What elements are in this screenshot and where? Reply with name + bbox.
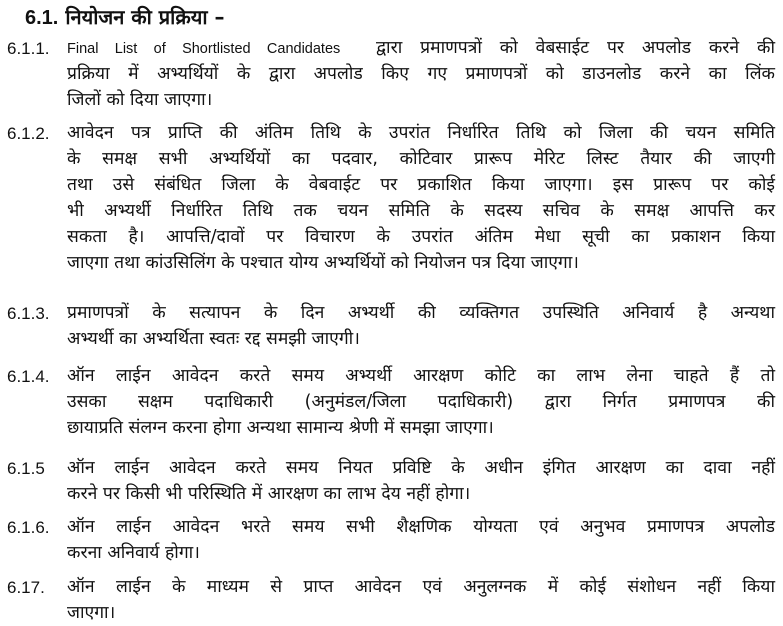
clause-line: जाएगा। <box>67 603 116 623</box>
clause-line: भी अभ्यर्थी निर्धारित तिथि तक चयन समिति के सदस्य सचिव के समक्ष आपत्ति कर <box>67 201 775 221</box>
clause-body <box>67 514 775 566</box>
clause-line: अभ्यर्थी का अभ्यर्थिता स्वतः रद्द समझी जाएगी। <box>67 329 360 349</box>
heading-title: नियोजन की प्रक्रिया – <box>65 5 225 29</box>
clause-body <box>67 35 775 113</box>
clause-line: के समक्ष सभी अभ्यर्थियों का पदवार, कोटिवार प्रारूप मेरिट लिस्ट तैयार की जाएगी <box>67 149 775 169</box>
clause-line: जाएगा तथा कांउसिलिंग के पश्चात योग्य अभ्यर्थियों को नियोजन पत्र दिया जाएगा। <box>67 253 579 273</box>
clause-line: ऑन लाईन आवेदन करते समय अभ्यर्थी आरक्षण कोटि का लाभ लेना चाहते हैं तो <box>67 366 775 386</box>
heading-number: 6.1. <box>25 7 59 29</box>
clause-line: प्रमाणपत्रों के सत्यापन के दिन अभ्यर्थी की व्यक्तिगत उपस्थिति अनिवार्य है अन्यथा <box>67 303 775 323</box>
clause-line: ऑन लाईन आवेदन भरते समय सभी शैक्षणिक योग्यता एवं अनुभव प्रमाणपत्र अपलोड <box>67 517 775 537</box>
clause-line: सकता है। आपत्ति/दावों पर विचारण के उपरांत अंतिम मेधा सूची का प्रकाशन किया <box>67 227 775 247</box>
clause-line <box>67 35 775 61</box>
clause-body <box>67 120 775 276</box>
clause-body <box>67 363 775 441</box>
clause-number: 6.17. <box>7 578 45 597</box>
clause-number: 6.1.4. <box>7 367 50 386</box>
clause-body <box>67 300 775 352</box>
clause-line: ऑन लाईन आवेदन करते समय नियत प्रविष्टि के अधीन इंगित आरक्षण का दावा नहीं <box>67 458 775 478</box>
clause-number: 6.1.2. <box>7 124 50 143</box>
clause-line: छायाप्रति संलग्न करना होगा अन्यथा सामान्य श्रेणी में समझा जाएगा। <box>67 418 494 438</box>
clause-body <box>67 455 775 507</box>
clause-line-text: द्वारा प्रमाणपत्रों को वेबसाईट पर अपलोड करने की <box>376 38 775 58</box>
clause-line: करने पर किसी भी परिस्थिति में आरक्षण का लाभ देय नहीं होगा। <box>67 484 471 504</box>
clause-line: करना अनिवार्य होगा। <box>67 543 200 563</box>
clause-line: प्रक्रिया में अभ्यर्थियों के द्वारा अपलोड किए गए प्रमाणपत्रों को डाउनलोड करने का लिंक <box>67 64 775 84</box>
clause-line: आवेदन पत्र प्राप्ति की अंतिम तिथि के उपरांत निर्धारित तिथि को जिला की चयन समिति <box>67 123 775 143</box>
section-heading <box>25 4 224 31</box>
clause-number: 6.1.3. <box>7 304 50 323</box>
english-phrase: Final List of Shortlisted Candidates <box>67 41 341 57</box>
clause-number: 6.1.1. <box>7 39 50 58</box>
clause-line: तथा उसे संबंधित जिला के वेबवाईट पर प्रकाशित किया जाएगा। इस प्रारूप पर कोई <box>67 175 775 195</box>
clause-line: उसका सक्षम पदाधिकारी (अनुमंडल/जिला पदाधिकारी) द्वारा निर्गत प्रमाणपत्र की <box>67 392 775 412</box>
clause-number: 6.1.5 <box>7 459 45 478</box>
clause-line: जिलों को दिया जाएगा। <box>67 90 213 110</box>
clause-number: 6.1.6. <box>7 518 50 537</box>
clause-line: ऑन लाईन के माध्यम से प्राप्त आवेदन एवं अनुलग्नक में कोई संशोधन नहीं किया <box>67 577 775 597</box>
clause-body <box>67 574 775 626</box>
